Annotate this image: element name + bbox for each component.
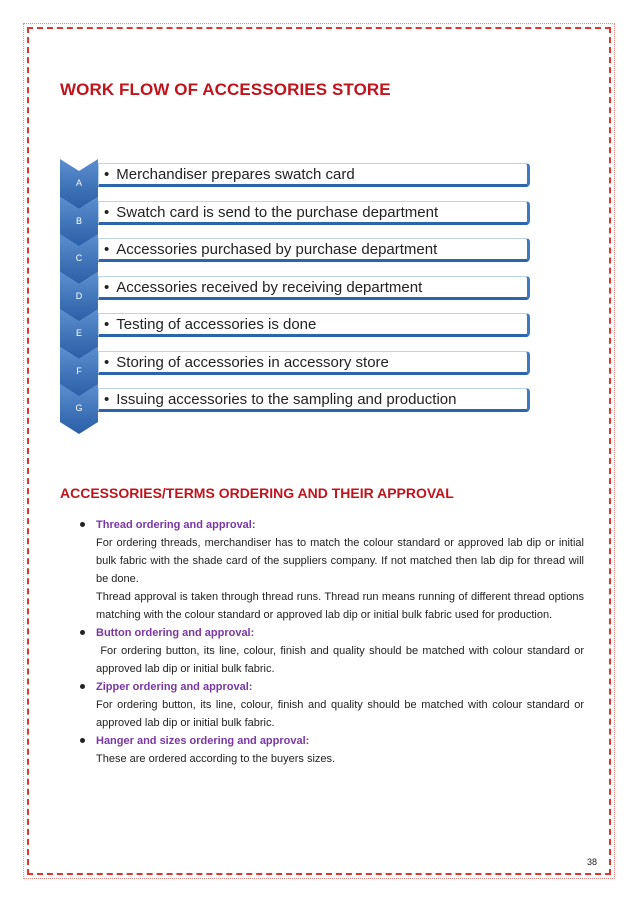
item-body: For ordering threads, merchandiser has to match the colour standard or approved lab dip or initial bulk fabric with the shade card of the suppliers company. If not matched then lab dip for thread will be done. (96, 537, 584, 585)
item-body: Thread approval is taken through thread runs. Thread run means running of different thread options matching with the colour standard or approved lab dip or initial bulk fabric used for production. (96, 591, 584, 621)
step-text: • Storing of accessories in accessory store (104, 354, 389, 371)
workflow-diagram (60, 163, 530, 433)
step-text: • Merchandiser prepares swatch card (104, 166, 355, 183)
workflow-step (60, 276, 530, 302)
item-body: These are ordered according to the buyers sizes. (96, 753, 336, 765)
workflow-step (60, 163, 530, 189)
step-text: • Accessories received by receiving department (104, 279, 422, 296)
item-body: For ordering button, its line, colour, finish and quality should be matched with colour standard or approved lab dip or initial bulk fabric. (96, 645, 588, 675)
list-item (78, 624, 588, 678)
item-title: Hanger and sizes ordering and approval: (96, 735, 310, 747)
approval-list (78, 516, 588, 768)
step-letter: B (75, 215, 82, 226)
item-body: For ordering button, its line, colour, finish and quality should be matched with colour standard or approved lab dip or initial bulk fabric. (96, 699, 584, 729)
step-text: • Testing of accessories is done (104, 316, 316, 333)
item-title: Zipper ordering and approval: (96, 681, 253, 693)
workflow-step (60, 351, 530, 377)
step-letter: A (75, 178, 82, 188)
step-letter: G (75, 403, 83, 413)
list-item (78, 678, 584, 732)
step-letter: D (75, 290, 83, 301)
step-text: • Swatch card is send to the purchase department (104, 204, 438, 221)
page-title: WORK FLOW OF ACCESSORIES STORE (60, 80, 391, 99)
item-title: Button ordering and approval: (96, 627, 255, 639)
workflow-step (60, 313, 530, 339)
step-letter: C (75, 253, 83, 263)
list-item (78, 516, 584, 624)
item-title: Thread ordering and approval: (96, 519, 256, 531)
step-letter: F (76, 365, 82, 376)
workflow-step (60, 388, 530, 414)
page-number: 38 (587, 857, 598, 867)
step-text: • Accessories purchased by purchase department (104, 241, 437, 258)
list-item (78, 732, 584, 768)
step-text: • Issuing accessories to the sampling and production (104, 391, 456, 408)
workflow-step (60, 201, 530, 227)
step-letter: E (75, 328, 82, 338)
workflow-step (60, 238, 530, 264)
approval-heading: ACCESSORIES/TERMS ORDERING AND THEIR APPROVAL (60, 485, 454, 501)
